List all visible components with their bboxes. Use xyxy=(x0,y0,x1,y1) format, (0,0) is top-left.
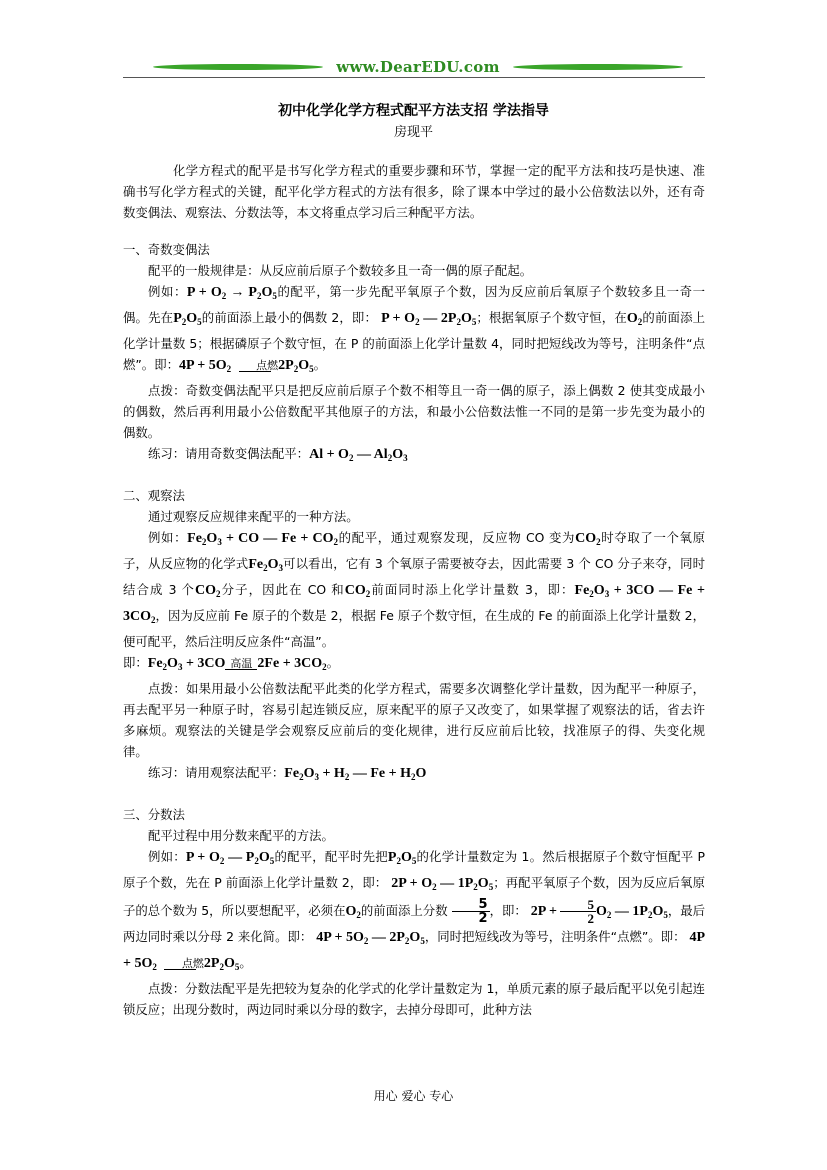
text-fragment: 。 xyxy=(326,655,340,670)
formula: $CO_2$ xyxy=(344,583,371,599)
reaction-condition xyxy=(231,360,278,372)
text-fragment: ，同时把短线改为等号，注明条件“点燃”。即： xyxy=(424,929,686,944)
text-fragment: 的化学计量数定为 1。然后根据原子个数守恒配平 P 原子个数，先在 P 前面添上化学计量数 2，即： xyxy=(123,849,706,890)
text-fragment: 的配平，配平时先把 xyxy=(274,849,388,864)
section-3-tip: 点拨：分数法配平是先把较为复杂的化学式的化学计量数定为 1，单质元素的原子最后配平以免引起连锁反应；出现分数时，两边同时乘以分母的数字，去掉分母即可，此种方法 xyxy=(123,981,706,1017)
section-2-result xyxy=(123,652,705,678)
equation: $Fe_2O_3$ + CO — $Fe + CO_2$ xyxy=(187,531,338,547)
condition-label: 高温 xyxy=(230,657,253,670)
article-body xyxy=(123,160,705,1020)
formula: $CO_2$ xyxy=(575,531,601,547)
text-fragment: 前面同时添上化学计量数 3，即： xyxy=(370,582,575,597)
section-heading-3: 三、分数法 xyxy=(123,807,185,822)
section-1-tip: 点拨：奇数变偶法配平只是把反应前后原子个数不相等且一奇一偶的原子，添上偶数 2 使其变成最小的偶数，然后再利用最小公倍数配平其他原子的方法，和最小公倍数法惟一不同的是第一步先变为最小的偶数。 xyxy=(123,383,705,440)
practice-label: 练习：请用观察法配平： xyxy=(148,765,285,780)
text-fragment: 的配平，第一步先配平氧原子个数，因为反应前后氧原子个数较多且一奇一偶。先在 xyxy=(123,284,705,325)
text-fragment: ，最后两边同时乘以分母 2 来化简。即： xyxy=(123,903,705,944)
fraction-denominator: 2 xyxy=(587,911,594,927)
section-2-example xyxy=(123,527,705,652)
condition-label: 点燃 xyxy=(256,359,279,372)
text-fragment: 时夺取了一个氧原子，从反应物的化学式 xyxy=(123,530,705,571)
equation: $P + O_2$ — $2P_2O_5$ xyxy=(381,311,477,327)
equation: $Fe_2O_3 + H_2$ — $Fe + H_2O$ xyxy=(284,766,427,782)
fraction-denominator: 2 xyxy=(478,911,488,926)
formula: $P_2O_5$ xyxy=(173,311,202,327)
section-1-example xyxy=(123,281,705,380)
equation: $Fe_2O_3 + 3CO$ 高温 $2Fe + 3CO_2$ xyxy=(147,656,327,672)
article-author: 房现平 xyxy=(393,125,433,140)
section-2-intro: 通过观察反应规律来配平的一种方法。 xyxy=(148,509,359,524)
text-fragment: 例如： xyxy=(148,530,188,545)
practice-label: 练习：请用奇数变偶法配平： xyxy=(148,446,310,461)
section-2-tip: 点拨：如果用最小公倍数法配平此类的化学方程式，需要多次调整化学计量数，因为配平一种原子，再去配平另一种原子时，容易引起连锁反应，原来配平的原子又改变了，如果掌握了观察法的话，省去许多麻烦。观察法的关键是学会观察反应前后的变化规律，进行反应前后比较，找准原子的得、失变化规律。 xyxy=(123,681,705,759)
section-3-intro: 配平过程中用分数来配平的方法。 xyxy=(148,828,334,843)
equation: $Al + O_2$ — $Al_2O_3$ xyxy=(309,447,408,463)
text-fragment: 的配平，通过观察发现，反应物 CO 变为 xyxy=(338,530,576,545)
fraction-numerator: 5 xyxy=(452,898,490,912)
text-fragment: 。 xyxy=(313,357,326,372)
fraction xyxy=(560,898,596,925)
formula: $CO_2$ xyxy=(195,583,221,599)
intro-paragraph: 化学方程式的配平是书写化学方程式的重要步骤和环节，掌握一定的配平方法和技巧是快速、准确书写化学方程式的关键，配平化学方程式的方法有很多，除了课本中学过的最小公倍数法以外，还有奇数变偶法、观察法、分数法等，本文将重点学习后三种配平方法。 xyxy=(123,163,705,220)
header-divider xyxy=(123,77,705,78)
text-fragment: 分子，因此在 CO 和 xyxy=(220,582,345,597)
equation: $4P + 5O_2$ 点燃 $2P_2O_5$ xyxy=(123,930,705,972)
reaction-condition xyxy=(157,958,204,970)
swoosh-right-decoration xyxy=(512,64,684,70)
article-title: 初中化学化学方程式配平方法支招 学法指导 xyxy=(278,103,549,119)
site-logo: www.DearEDU.com xyxy=(336,58,500,76)
text-fragment: 。 xyxy=(239,955,252,970)
fraction-numerator: 5 xyxy=(560,898,596,912)
equation: $P + O_2$ — $P_2O_5$ xyxy=(185,850,275,866)
fraction xyxy=(452,898,490,925)
text-fragment: 的前面添上最小的偶数 2，即： xyxy=(201,310,378,325)
section-1-practice xyxy=(123,443,705,469)
page-footer: 用心 爱心 专心 xyxy=(373,1089,454,1103)
formula: $O_2$ xyxy=(626,311,643,327)
text-fragment: 可以看出，它有 3 个氧原子需要被夺去，因此需要 3 个 CO 分子来夺，同时结合成 3 个 xyxy=(123,556,705,597)
text-fragment: ，即： xyxy=(489,903,527,918)
section-heading-2: 二、观察法 xyxy=(123,488,185,503)
text-fragment: 即： xyxy=(123,655,148,670)
formula: $P_2O_5$ xyxy=(387,850,417,866)
section-2-practice xyxy=(123,762,705,788)
equation: $2P + O_2$ — $1P_2O_5$ xyxy=(391,876,494,892)
text-fragment: ；再配平氧原子个数，因为反应后氧原子的总个数为 5，所以要想配平，必须在 xyxy=(123,875,705,918)
text-fragment: ，因为反应前 Fe 原子的个数是 2，根据 Fe 原子个数守恒，在生成的 Fe 的前面添上化学计量数 2，便可配平，然后注明反应条件“高温”。 xyxy=(123,608,705,649)
text-fragment: 例如： xyxy=(148,849,186,864)
swoosh-left-decoration xyxy=(152,64,324,70)
reaction-condition xyxy=(225,658,257,670)
text-fragment: 例如： xyxy=(148,284,187,299)
equation: $4P + 5O_2$ 点燃 $2P_2O_5$ xyxy=(178,358,314,374)
equation: $P + O_2 \to P_2O_5$ xyxy=(186,285,277,301)
equation: 2P + $\frac{5}{2}$ $O_2$ — $1P_2O_5$ xyxy=(530,897,668,927)
formula: $Fe_2O_3$ xyxy=(248,557,283,573)
text-fragment: ；根据氧原子个数守恒，在 xyxy=(476,310,627,325)
text-fragment: 的前面添上分数 xyxy=(360,903,448,918)
page-header xyxy=(123,58,705,80)
section-3-example xyxy=(123,846,705,978)
text-fragment: 的前面添上化学计量数 5；根据磷原子个数守恒，在 P 的前面添上化学计量数 4，同时把短线改为等号，注明条件“点燃”。即： xyxy=(123,310,706,372)
equation: $Fe_2O_3 + 3CO$ — $Fe + 3CO_2$ xyxy=(123,583,705,625)
condition-label: 点燃 xyxy=(181,957,204,970)
section-1-rule: 配平的一般规律是：从反应前后原子个数较多且一奇一偶的原子配起。 xyxy=(148,263,533,278)
formula: $O_2$ xyxy=(345,904,361,920)
equation: $4P + 5O_2$ — $2P_2O_5$ xyxy=(316,930,425,946)
section-heading-1: 一、奇数变偶法 xyxy=(123,242,210,257)
